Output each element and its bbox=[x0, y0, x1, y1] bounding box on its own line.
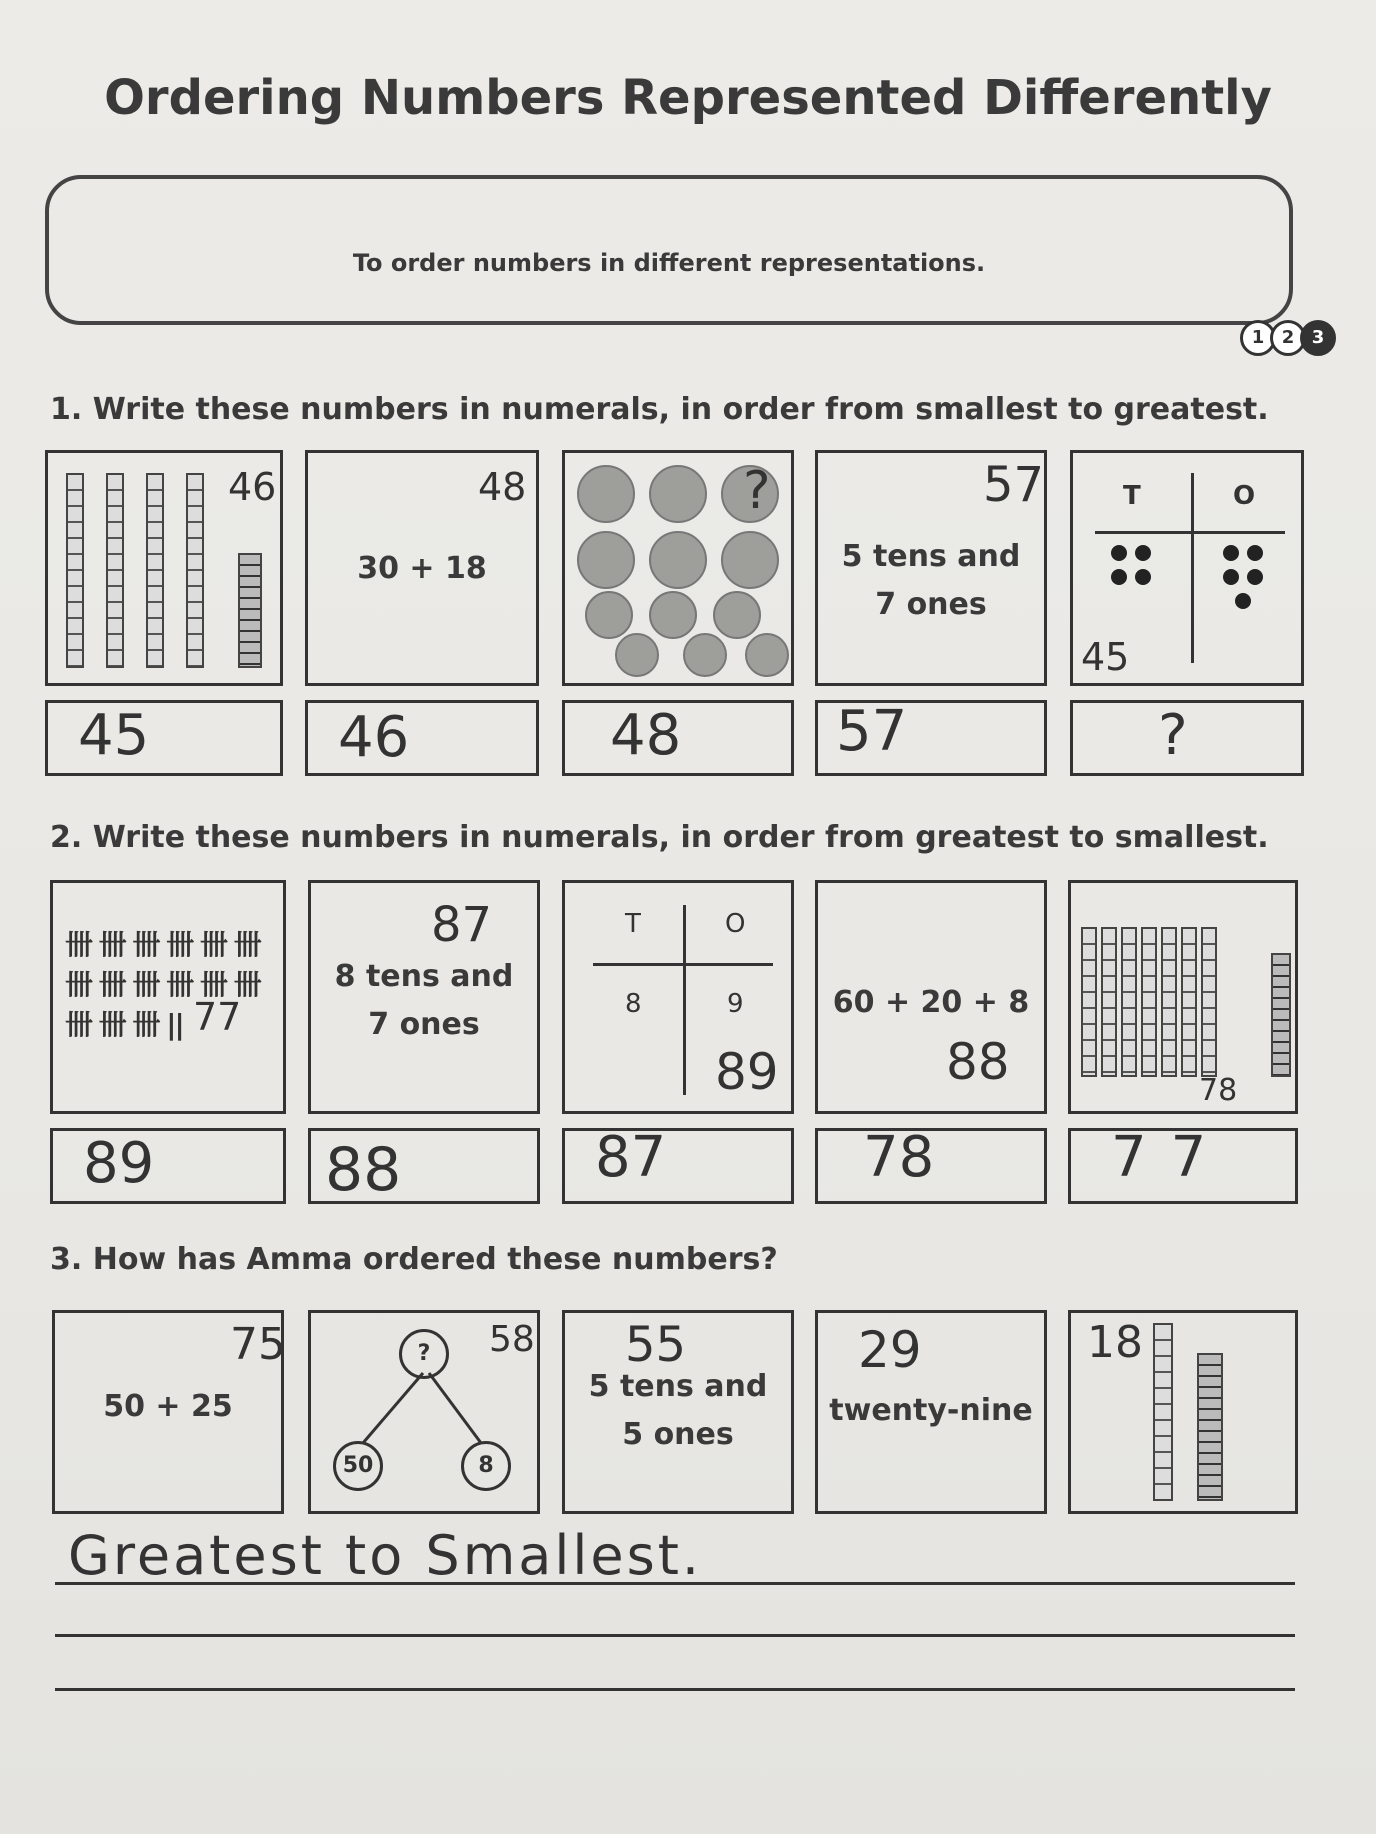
tens-header: T bbox=[625, 909, 641, 939]
ones-header: O bbox=[1233, 481, 1256, 511]
q1-card2-text: 30 + 18 bbox=[357, 551, 487, 586]
question-2: 2. Write these numbers in numerals, in order from greatest to smallest. bbox=[50, 820, 1269, 855]
tens-rod-icon bbox=[146, 473, 164, 668]
q3-card1-text: 50 + 25 bbox=[103, 1389, 233, 1424]
q1-card4-line2: 7 ones bbox=[875, 587, 987, 622]
tally-marks-icon: 卌 卌 卌 卌 卌 卌 bbox=[65, 928, 260, 961]
dot-icon bbox=[1135, 545, 1151, 561]
tens-header: T bbox=[1123, 481, 1141, 511]
objective-text: To order numbers in different representations. bbox=[352, 249, 986, 277]
dot-icon bbox=[1247, 569, 1263, 585]
one-coin-icon bbox=[683, 633, 727, 677]
part-circle-right: 8 bbox=[461, 1441, 511, 1491]
q1-answer-3-text: 48 bbox=[610, 703, 682, 768]
tally-marks-icon: 卌 卌 卌 || bbox=[65, 1008, 183, 1041]
pv-divider bbox=[683, 905, 686, 1095]
ones-cubes-icon bbox=[1197, 1353, 1223, 1501]
q1-card5-note: 45 bbox=[1081, 635, 1130, 679]
q2-answer-2-text: 88 bbox=[325, 1135, 402, 1205]
tens-rod-icon bbox=[1081, 927, 1097, 1077]
q2-card2-line1: 8 tens and bbox=[334, 959, 514, 994]
one-coin-icon bbox=[649, 591, 697, 639]
ten-coin-icon bbox=[577, 531, 635, 589]
q3-card4-note: 29 bbox=[858, 1321, 922, 1379]
q1-answer-2-text: 46 bbox=[338, 705, 410, 770]
q1-answer-4[interactable] bbox=[815, 700, 1047, 776]
answer-line[interactable] bbox=[55, 1634, 1295, 1637]
q1-card-base10 bbox=[45, 450, 283, 686]
pv-divider bbox=[1095, 531, 1285, 534]
q1-answer-5-text: ? bbox=[1158, 703, 1188, 768]
q2-answer-1-text: 89 bbox=[83, 1131, 155, 1196]
level-2-icon: 2 bbox=[1270, 320, 1306, 356]
ones-value: 9 bbox=[727, 989, 744, 1019]
q3-card-addition bbox=[52, 1310, 284, 1514]
q1-card-addition bbox=[305, 450, 539, 686]
q3-card-tens-ones bbox=[562, 1310, 794, 1514]
tens-rod-icon bbox=[106, 473, 124, 668]
q2-answer-5-text: 77 bbox=[1111, 1125, 1231, 1190]
answer-line[interactable] bbox=[55, 1582, 1295, 1585]
q1-card4-line1: 5 tens and bbox=[841, 539, 1021, 574]
tens-rod-icon bbox=[1101, 927, 1117, 1077]
one-coin-icon bbox=[713, 591, 761, 639]
dot-icon bbox=[1223, 545, 1239, 561]
q1-answer-1[interactable] bbox=[45, 700, 283, 776]
q2-answer-2[interactable] bbox=[308, 1128, 540, 1204]
dot-icon bbox=[1235, 593, 1251, 609]
tens-rod-icon bbox=[1141, 927, 1157, 1077]
q2-card-tens-ones bbox=[308, 880, 540, 1114]
tens-rod-icon bbox=[1153, 1323, 1173, 1501]
pv-divider bbox=[1191, 473, 1194, 663]
q2-card2-line2: 7 ones bbox=[368, 1007, 480, 1042]
ten-coin-icon bbox=[649, 531, 707, 589]
q1-card-placevalue bbox=[1070, 450, 1304, 686]
q1-card4-note: 57 bbox=[983, 457, 1045, 513]
q2-card4-note: 88 bbox=[946, 1033, 1010, 1091]
one-coin-icon bbox=[615, 633, 659, 677]
q1-card-coins bbox=[562, 450, 794, 686]
q1-answer-2[interactable] bbox=[305, 700, 539, 776]
difficulty-levels bbox=[1246, 320, 1336, 356]
q3-card3-note: 55 bbox=[625, 1317, 687, 1373]
q3-card5-note: 18 bbox=[1087, 1317, 1143, 1368]
q3-card1-note: 75 bbox=[230, 1319, 286, 1370]
q3-card-words bbox=[815, 1310, 1047, 1514]
q2-answer-5[interactable] bbox=[1068, 1125, 1298, 1204]
ones-cubes-icon bbox=[1271, 953, 1291, 1077]
tally-marks-icon: 卌 卌 卌 卌 卌 卌 bbox=[65, 968, 260, 1001]
one-coin-icon bbox=[585, 591, 633, 639]
ten-coin-icon bbox=[577, 465, 635, 523]
q2-card3-note: 89 bbox=[715, 1043, 779, 1101]
level-3-icon: 3 bbox=[1300, 320, 1336, 356]
q2-answer-4-text: 78 bbox=[863, 1125, 935, 1190]
q2-card-placevalue bbox=[562, 880, 794, 1114]
page-title: Ordering Numbers Represented Differently bbox=[104, 70, 1272, 126]
q2-answer-1[interactable] bbox=[50, 1128, 286, 1204]
q2-answer-4[interactable] bbox=[815, 1125, 1047, 1204]
q3-card3-line2: 5 ones bbox=[622, 1417, 734, 1452]
q3-card2-note: 58 bbox=[489, 1319, 535, 1360]
q2-card-addition bbox=[815, 880, 1047, 1114]
q1-answer-5[interactable] bbox=[1070, 700, 1304, 776]
q2-card2-note: 87 bbox=[431, 897, 493, 953]
q2-card-base10 bbox=[1068, 880, 1298, 1114]
q1-answer-3[interactable] bbox=[562, 700, 794, 776]
q3-card3-line1: 5 tens and bbox=[588, 1369, 768, 1404]
tens-rod-icon bbox=[186, 473, 204, 668]
dot-icon bbox=[1247, 545, 1263, 561]
one-coin-icon bbox=[745, 633, 789, 677]
q2-card5-note: 78 bbox=[1199, 1073, 1238, 1108]
q3-card-base10 bbox=[1068, 1310, 1298, 1514]
q1-answer-1-text: 45 bbox=[78, 703, 150, 768]
level-1-icon: 1 bbox=[1240, 320, 1276, 356]
dot-icon bbox=[1111, 569, 1127, 585]
q2-answer-3[interactable] bbox=[562, 1125, 794, 1204]
dot-icon bbox=[1111, 545, 1127, 561]
part-circle-left: 50 bbox=[333, 1441, 383, 1491]
tens-rod-icon bbox=[1181, 927, 1197, 1077]
q2-card-tally bbox=[50, 880, 286, 1114]
question-1: 1. Write these numbers in numerals, in order from smallest to greatest. bbox=[50, 392, 1269, 427]
question-3: 3. How has Amma ordered these numbers? bbox=[50, 1242, 778, 1277]
tens-rod-icon bbox=[1121, 927, 1137, 1077]
q1-card-tens-ones bbox=[815, 450, 1047, 686]
q1-card3-note: ? bbox=[743, 461, 771, 521]
objective-box bbox=[45, 175, 1293, 325]
q2-answer-3-text: 87 bbox=[595, 1125, 667, 1190]
whole-circle: ? bbox=[399, 1329, 449, 1379]
dot-icon bbox=[1135, 569, 1151, 585]
tens-value: 8 bbox=[625, 989, 642, 1019]
answer-line[interactable] bbox=[55, 1688, 1295, 1691]
q3-card-partwhole bbox=[308, 1310, 540, 1514]
ten-coin-icon bbox=[649, 465, 707, 523]
q1-card1-note: 46 bbox=[228, 465, 277, 509]
q3-card4-text: twenty-nine bbox=[829, 1393, 1033, 1428]
dot-icon bbox=[1223, 569, 1239, 585]
ten-coin-icon bbox=[721, 531, 779, 589]
tens-rod-icon bbox=[66, 473, 84, 668]
tens-rod-icon bbox=[1161, 927, 1177, 1077]
q1-card2-note: 48 bbox=[478, 465, 527, 509]
q2-card4-text: 60 + 20 + 8 bbox=[832, 985, 1030, 1020]
ones-header: O bbox=[725, 909, 746, 939]
q1-answer-4-text: 57 bbox=[836, 699, 908, 764]
ones-cubes-icon bbox=[238, 553, 262, 668]
tens-rod-icon bbox=[1201, 927, 1217, 1077]
q2-card1-note: 77 bbox=[193, 995, 242, 1039]
q3-answer-text: Greatest to Smallest. bbox=[68, 1524, 703, 1587]
